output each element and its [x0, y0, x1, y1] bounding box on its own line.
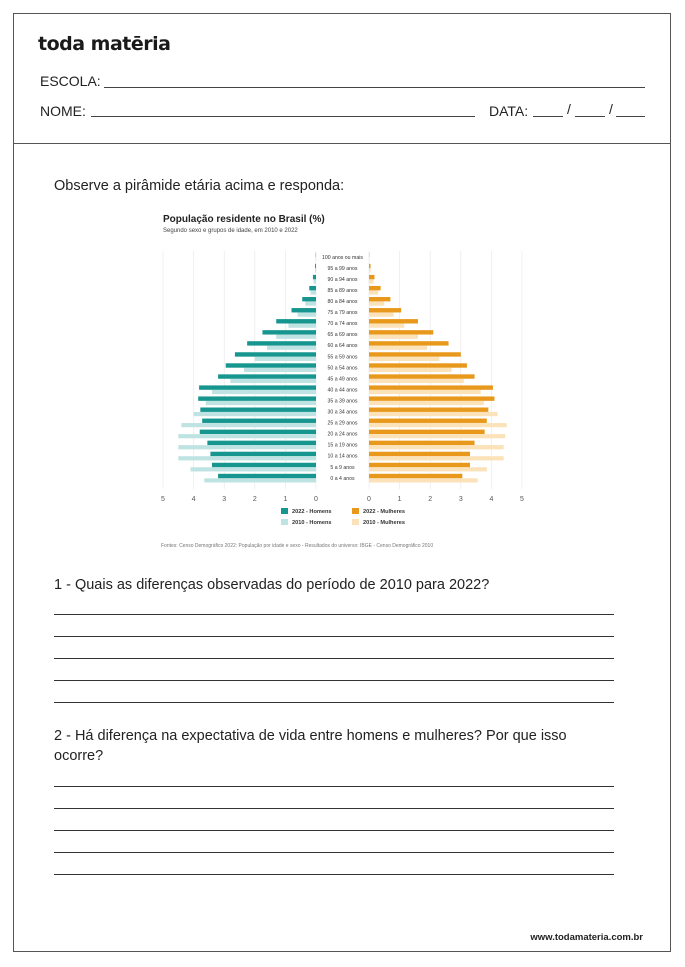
answer-line[interactable] [54, 636, 614, 637]
bar-2022-mulheres [369, 297, 390, 301]
bar-2022-mulheres [369, 330, 433, 334]
bar-2022-mulheres [369, 452, 470, 456]
bar-2022-mulheres [369, 430, 485, 434]
bar-2010-mulheres [369, 412, 498, 416]
bar-2022-mulheres [369, 474, 462, 478]
answer-line[interactable] [54, 808, 614, 809]
x-tick-label: 4 [191, 496, 196, 503]
bar-2010-homens [255, 357, 316, 361]
header-divider [13, 143, 671, 144]
category-label: 10 a 14 anos [327, 453, 358, 460]
bar-2022-mulheres [369, 396, 494, 400]
category-label: 40 a 44 anos [327, 387, 358, 394]
bar-2010-homens [267, 346, 316, 350]
bar-2022-homens [202, 419, 316, 423]
bar-2022-homens [262, 330, 316, 334]
bar-2022-homens [302, 297, 316, 301]
category-label: 45 a 49 anos [327, 376, 358, 383]
bar-2010-homens [298, 313, 316, 317]
bar-2010-mulheres [369, 324, 404, 328]
answer-line[interactable] [54, 702, 614, 703]
x-tick-label: 3 [222, 496, 227, 503]
bar-2010-mulheres [369, 478, 478, 482]
bar-2022-mulheres [369, 264, 371, 268]
legend-label: 2010 - Homens [292, 520, 332, 527]
bar-2022-mulheres [369, 385, 493, 389]
bar-2010-homens [178, 456, 316, 460]
answer-line[interactable] [54, 614, 614, 615]
bar-2010-homens [204, 478, 316, 482]
bar-2022-homens [309, 286, 316, 290]
bar-2022-homens [235, 352, 316, 356]
x-tick-label: 0 [314, 496, 318, 503]
bar-2022-homens [218, 374, 316, 378]
legend-swatch [281, 519, 288, 525]
footer-url: www.todamateria.com.br [530, 932, 643, 943]
date-separator: / [609, 101, 613, 117]
bar-2010-mulheres [369, 346, 427, 350]
answer-line[interactable] [54, 830, 614, 831]
bar-2010-homens [181, 423, 316, 427]
category-label: 100 anos ou mais [322, 254, 363, 261]
bar-2022-mulheres [369, 408, 488, 412]
bar-2022-mulheres [369, 286, 381, 290]
bar-2010-homens [276, 335, 316, 339]
bar-2022-homens [199, 385, 316, 389]
category-label: 55 a 59 anos [327, 354, 358, 361]
x-tick-label: 0 [367, 496, 371, 503]
category-label: 25 a 29 anos [327, 420, 358, 427]
bar-2010-mulheres [369, 357, 439, 361]
date-label: DATA: [489, 103, 529, 119]
bar-2022-homens [210, 452, 316, 456]
date-separator: / [567, 101, 571, 117]
x-tick-label: 5 [520, 496, 524, 503]
bar-2022-homens [198, 396, 316, 400]
bar-2022-homens [226, 363, 316, 367]
bar-2010-mulheres [369, 467, 487, 471]
question-1: 1 - Quais as diferenças observadas do período de 2010 para 2022? [54, 577, 490, 593]
x-tick-label: 3 [458, 496, 463, 503]
category-label: 90 a 94 anos [327, 276, 358, 283]
bar-2010-homens [244, 368, 316, 372]
bar-2010-homens [314, 279, 316, 283]
category-label: 75 a 79 anos [327, 310, 358, 317]
answer-line[interactable] [54, 874, 614, 875]
x-tick-label: 2 [252, 496, 257, 503]
bar-2010-mulheres [369, 302, 384, 306]
bar-2010-homens [315, 268, 316, 272]
category-label: 80 a 84 anos [327, 299, 358, 305]
legend-swatch [281, 508, 288, 514]
bar-2010-mulheres [369, 335, 418, 339]
chart-subtitle: Segundo sexo e grupos de idade, em 2010 e 2022 [163, 228, 298, 234]
category-label: 70 a 74 anos [327, 321, 358, 328]
legend-swatch [352, 508, 359, 514]
bar-2010-mulheres [369, 379, 464, 383]
bar-2022-mulheres [369, 374, 475, 378]
answer-line[interactable] [54, 658, 614, 659]
question-2: 2 - Há diferença na expectativa de vida entre homens e mulheres? Por que isso ocorre? [54, 728, 567, 764]
answer-line[interactable] [54, 786, 614, 787]
bar-2010-mulheres [369, 434, 505, 438]
bar-2010-mulheres [369, 456, 504, 460]
category-label: 5 a 9 anos [330, 464, 355, 471]
category-label: 0 a 4 anos [330, 475, 355, 482]
category-label: 35 a 39 anos [327, 398, 358, 405]
bar-2022-homens [315, 264, 316, 268]
x-tick-label: 4 [489, 496, 494, 503]
x-tick-label: 2 [428, 496, 433, 503]
category-label: 95 a 99 anos [327, 265, 358, 272]
bar-2022-mulheres [369, 352, 461, 356]
bar-2022-homens [212, 463, 316, 467]
instruction-text: Observe a pirâmide etária acima e responda: [54, 178, 345, 194]
bar-2022-mulheres [369, 419, 487, 423]
x-tick-label: 1 [397, 496, 402, 503]
bar-2010-homens [206, 401, 316, 405]
bar-2010-homens [310, 290, 316, 294]
legend-label: 2022 - Mulheres [363, 509, 405, 516]
answer-line[interactable] [54, 852, 614, 853]
bar-2010-mulheres [369, 368, 452, 372]
bar-2022-homens [292, 308, 316, 312]
date-year-field[interactable] [616, 116, 645, 117]
bar-2010-homens [194, 412, 316, 416]
bar-2010-mulheres [369, 279, 374, 283]
school-field[interactable] [104, 87, 645, 88]
bar-2022-homens [276, 319, 316, 323]
bar-2022-homens [207, 441, 316, 445]
bar-2022-homens [200, 430, 316, 434]
bar-2022-homens [247, 341, 316, 345]
bar-2010-homens [230, 379, 316, 383]
bar-2022-mulheres [369, 308, 401, 312]
x-tick-label: 5 [161, 496, 165, 503]
category-label: 50 a 54 anos [327, 365, 358, 372]
legend-label: 2010 - Mulheres [363, 520, 405, 527]
bar-2022-mulheres [369, 363, 467, 367]
x-tick-label: 1 [283, 496, 288, 503]
bar-2010-homens [212, 390, 316, 394]
legend-label: 2022 - Homens [292, 509, 332, 516]
bar-2010-mulheres [369, 445, 504, 449]
logo: toda matēria [38, 33, 171, 55]
date-month-field[interactable] [575, 116, 605, 117]
bar-2022-mulheres [369, 463, 470, 467]
bar-2010-mulheres [369, 313, 393, 317]
population-pyramid-chart [155, 205, 535, 555]
bar-2010-homens [178, 445, 316, 449]
bar-2010-mulheres [369, 390, 481, 394]
bar-2022-mulheres [369, 441, 475, 445]
bar-2022-mulheres [369, 341, 449, 345]
bar-2022-mulheres [369, 319, 418, 323]
bar-2010-homens [178, 434, 316, 438]
legend-swatch [352, 519, 359, 525]
answer-line[interactable] [54, 680, 614, 681]
category-label: 15 a 19 anos [327, 442, 358, 449]
category-label: 60 a 64 anos [327, 343, 358, 350]
chart-source: Fontes: Censo Demográfico 2022: População por idade e sexo - Resultados do universo: IBGE - Censo Demográfico 2010 [161, 543, 434, 549]
bar-2022-homens [200, 408, 316, 412]
category-label: 20 a 24 anos [327, 431, 358, 438]
bar-2010-mulheres [369, 401, 484, 405]
name-label: NOME: [40, 103, 86, 119]
bar-2022-homens [218, 474, 316, 478]
category-label: 65 a 69 anos [327, 332, 358, 339]
bar-2022-homens [313, 275, 316, 279]
bar-2010-mulheres [369, 268, 371, 272]
category-label: 30 a 34 anos [327, 409, 358, 416]
chart-title: População residente no Brasil (%) [163, 214, 325, 225]
date-day-field[interactable] [533, 116, 563, 117]
bar-2010-homens [305, 302, 316, 306]
school-label: ESCOLA: [40, 73, 101, 89]
bar-2010-mulheres [369, 423, 507, 427]
name-field[interactable] [91, 116, 475, 117]
category-label: 85 a 89 anos [327, 287, 358, 294]
bar-2010-homens [288, 324, 316, 328]
bar-2022-mulheres [369, 275, 375, 279]
bar-2010-mulheres [369, 290, 378, 294]
bar-2010-homens [191, 467, 316, 471]
